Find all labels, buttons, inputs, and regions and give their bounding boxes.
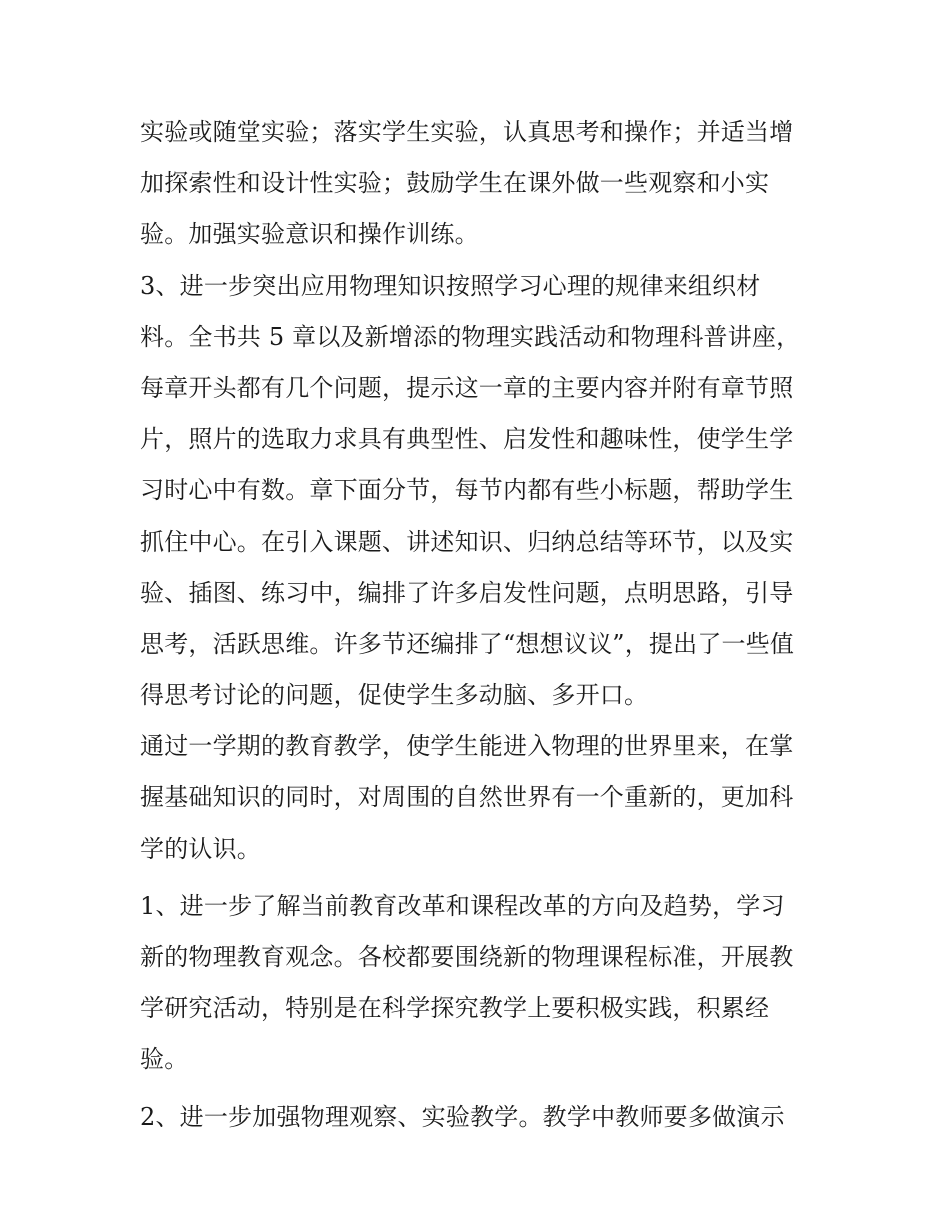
text-line: 2、进一步加强物理观察、实验教学。教学中教师要多做演示: [140, 1102, 785, 1131]
text-line: 验、插图、练习中，编排了许多启发性问题，点明思路，引导: [140, 578, 794, 607]
text-line: 学研究活动，特别是在科学探究教学上要积极实践，积累经: [140, 994, 770, 1023]
text-line: 片，照片的选取力求具有典型性、启发性和趣味性，使学生学: [140, 425, 794, 454]
text-line: 抓住中心。在引入课题、讲述知识、归纳总结等环节，以及实: [140, 527, 794, 556]
text-line: 得思考讨论的问题，促使学生多动脑、多开口。: [140, 681, 649, 710]
text-line: 验。: [140, 1045, 189, 1074]
text-line: 1、进一步了解当前教育改革和课程改革的方向及趋势，学习: [140, 891, 785, 920]
text-line: 料。全书共 5 章以及新增添的物理实践活动和物理科普讲座，: [140, 322, 801, 351]
text-line: 验。加强实验意识和操作训练。: [140, 220, 479, 249]
text-line: 习时心中有数。章下面分节，每节内都有些小标题，帮助学生: [140, 476, 794, 505]
text-line: 实验或随堂实验；落实学生实验，认真思考和操作；并适当增: [140, 118, 794, 146]
text-line: 思考，活跃思维。许多节还编排了“想想议议”，提出了一些值: [140, 629, 795, 658]
text-line: 每章开头都有几个问题，提示这一章的主要内容并附有章节照: [140, 373, 794, 402]
text-line: 握基础知识的同时，对周围的自然世界有一个重新的，更加科: [140, 783, 794, 812]
text-line: 新的物理教育观念。各校都要围绕新的物理课程标准，开展教: [140, 943, 794, 971]
body-text: [140, 107, 820, 1143]
text-line: 通过一学期的教育教学，使学生能进入物理的世界里来，在掌: [140, 732, 794, 761]
text-line: 3、进一步突出应用物理知识按照学习心理的规律来组织材: [140, 271, 761, 300]
text-line: 加探索性和设计性实验；鼓励学生在课外做一些观察和小实: [140, 169, 770, 198]
text-line: 学的认识。: [140, 834, 261, 863]
